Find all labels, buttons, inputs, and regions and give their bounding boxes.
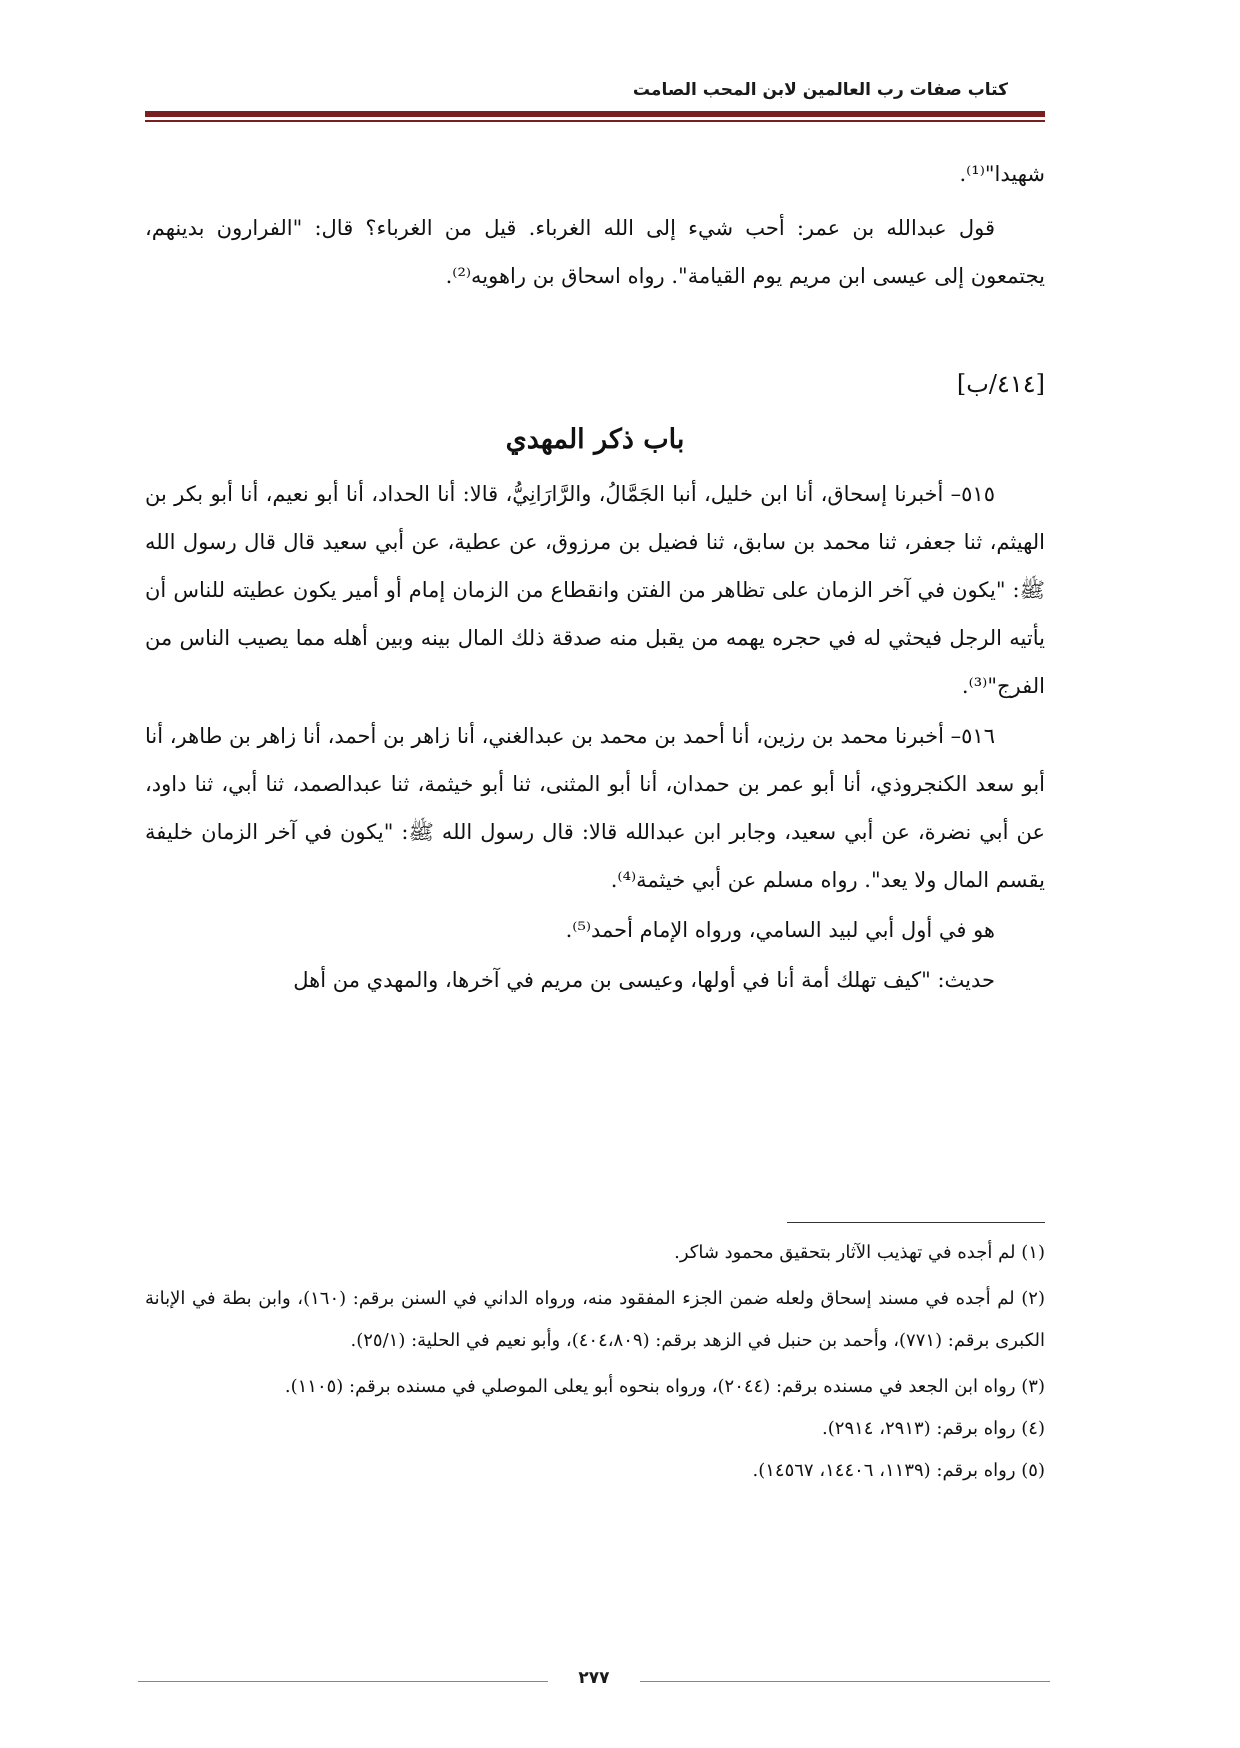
main-text-chapter bbox=[145, 360, 1045, 1004]
footnote-separator bbox=[787, 1222, 1045, 1223]
footnote-4: (٤) رواه برقم: (٢٩١٣، ٢٩١٤). bbox=[822, 1418, 1045, 1439]
header-rule-thin bbox=[145, 120, 1045, 122]
running-header-title: كتاب صفات رب العالمين لابن المحب الصامت bbox=[632, 80, 1008, 100]
paragraph-abu-labid: هو في أول أبي لبيد السامي، ورواه الإمام أحمد⁽⁵⁾. bbox=[565, 918, 995, 942]
paragraph-ibn-umar-quote: قول عبدالله بن عمر: أحب شيء إلى الله الغرباء. قيل من الغرباء؟ قال: "الفرارون بدينهم، يجتمعون إلى عيسى ابن مريم يوم القيامة". رواه اسحاق بن راهويه⁽²⁾. bbox=[145, 216, 1045, 288]
footer-rule-right bbox=[640, 1681, 1050, 1682]
footnote-3: (٣) رواه ابن الجعد في مسنده برقم: (٢٠٤٤)، ورواه بنحوه أبو يعلى الموصلي في مسنده برقم: (١١٠٥). bbox=[284, 1376, 1045, 1397]
footnote-5: (٥) رواه برقم: (١١٣٩، ١٤٤٠٦، ١٤٥٦٧). bbox=[752, 1460, 1045, 1481]
footnote-1: (١) لم أجده في تهذيب الآثار بتحقيق محمود شاكر. bbox=[674, 1242, 1045, 1263]
hadith-516: ٥١٦– أخبرنا محمد بن رزين، أنا أحمد بن محمد بن عبدالغني، أنا زاهر بن أحمد، أنا زاهر بن طاهر، أنا أبو سعد الكنجروذي، أنا أبو عمر بن حمدان، أنا أبو المثنى، ثنا أبو خيثمة، ثنا عبدالصمد، ثنا أبي، ثنا داود، عن أبي نضرة، عن أبي سعيد، وجابر ابن عبدالله قالا: قال رسول الله ﷺ: "يكون في آخر الزمان خليفة يقسم المال ولا يعد". رواه مسلم عن أبي خيثمة⁽⁴⁾. bbox=[145, 724, 1045, 892]
chapter-heading: باب ذكر المهدي bbox=[505, 424, 685, 455]
hadith-515: ٥١٥– أخبرنا إسحاق، أنا ابن خليل، أنبا الجَمَّالُ، والرَّارَانِيُّ، قالا: أنا الحداد، أنا أبو نعيم، أنا أبو بكر بن الهيثم، ثنا جعفر، ثنا محمد بن سابق، ثنا فضيل بن مرزوق، عن عطية، عن أبي سعيد قال قال رسول الله ﷺ: "يكون في آخر الزمان على تظاهر من الفتن وانقطاع من الزمان إمام أو أمير يكون عطيته للناس أن يأتيه الرجل فيحثي له في حجره يهمه من يقبل منه صدقة ذلك المال بينه وبين أهله مما يصيب الناس من الفرج"⁽³⁾. bbox=[145, 482, 1045, 698]
main-text-top bbox=[145, 150, 1045, 300]
footnote-2: (٢) لم أجده في مسند إسحاق ولعله ضمن الجزء المفقود منه، ورواه الداني في السنن برقم: (١٦٠)، وابن بطة في الإبانة الكبرى برقم: (٧٧١)، وأحمد بن حنبل في الزهد برقم: (٤٠٤،٨٠٩)، وأبو نعيم في الحلية: (٢٥/١). bbox=[145, 1288, 1045, 1351]
footer-rule-left bbox=[138, 1681, 548, 1682]
page-number: ٢٧٧ bbox=[578, 1668, 610, 1688]
paragraph-hadith-mahdi: حديث: "كيف تهلك أمة أنا في أولها، وعيسى بن مريم في آخرها، والمهدي من أهل bbox=[293, 968, 995, 992]
paragraph-continuation: شهيدا"⁽¹⁾. bbox=[959, 162, 1045, 186]
manuscript-page-ref: [٤١٤/ب] bbox=[956, 370, 1045, 398]
footnotes bbox=[145, 1232, 1045, 1492]
header-rule-thick bbox=[145, 111, 1045, 117]
